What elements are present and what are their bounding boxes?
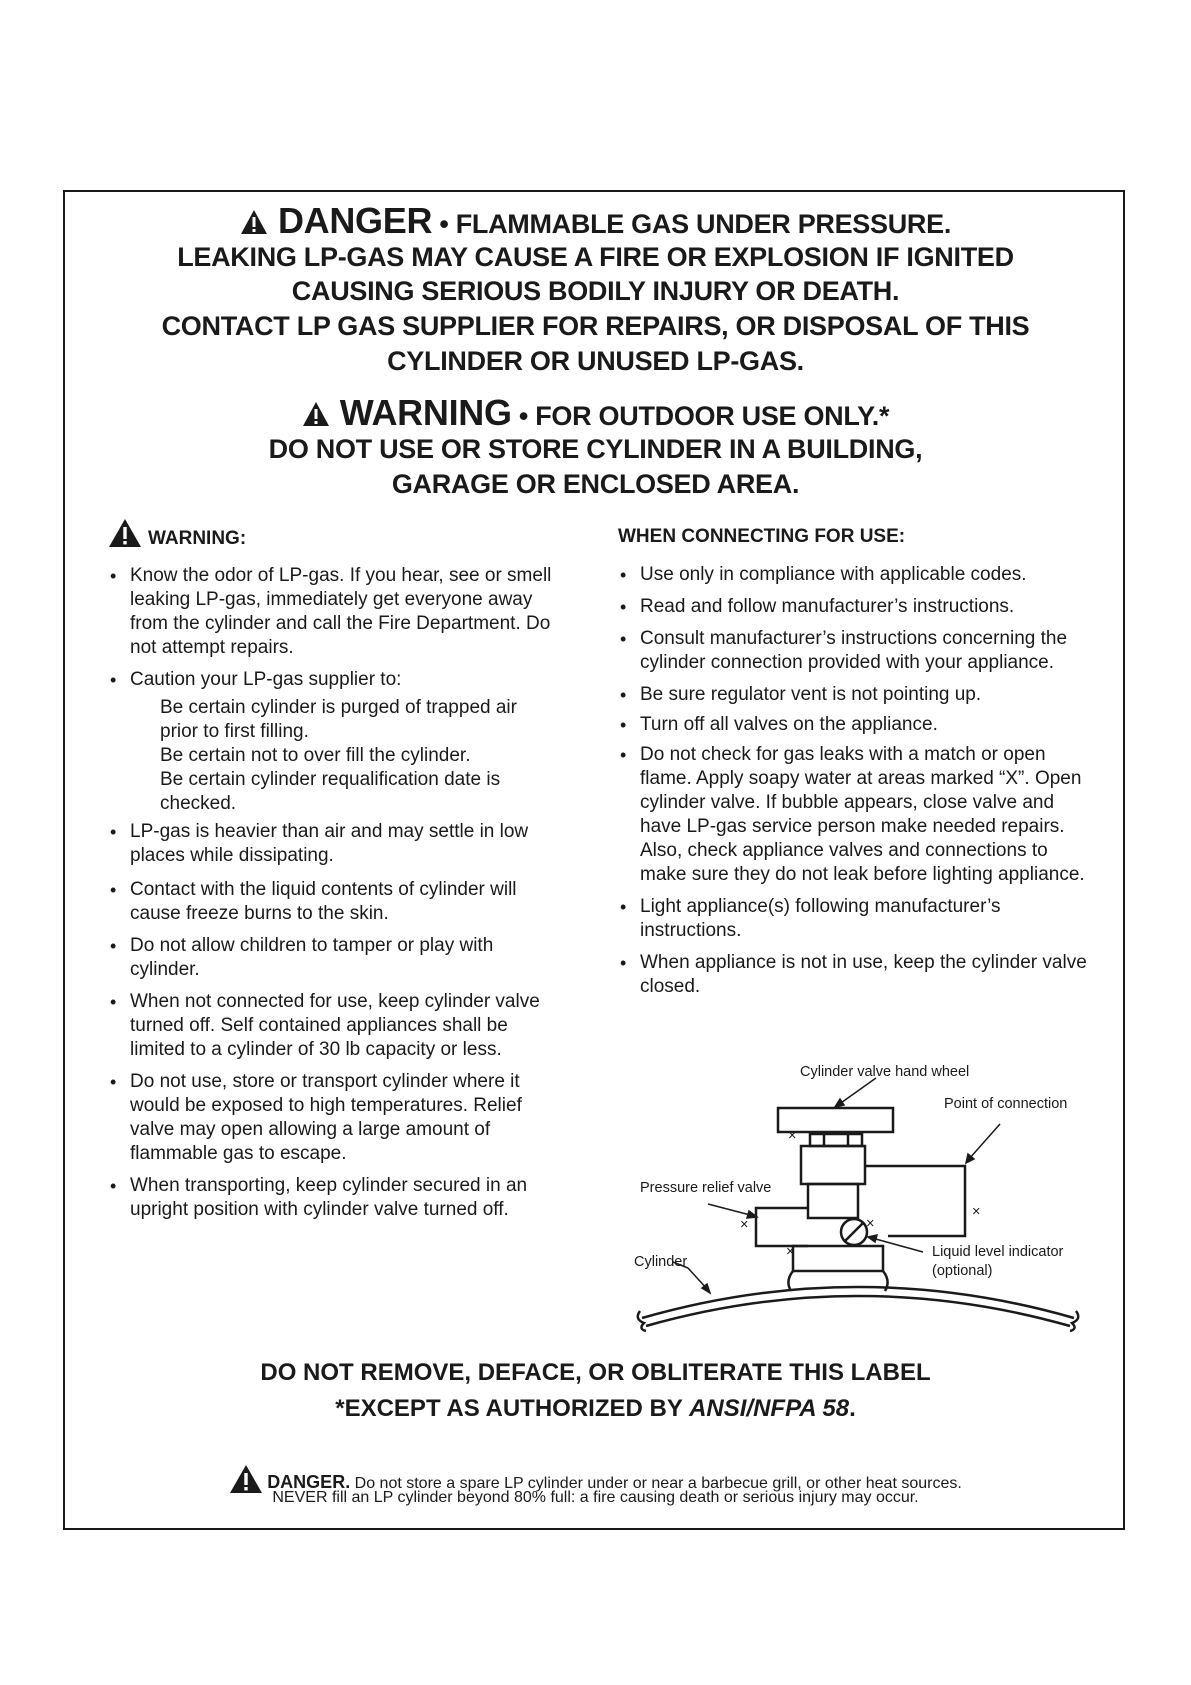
footer-line-2-prefix: *EXCEPT AS AUTHORIZED BY — [335, 1395, 690, 1422]
label-connection: Point of connection — [944, 1096, 1068, 1112]
warning-word: WARNING — [339, 392, 512, 433]
footer-line-1: DO NOT REMOVE, DEFACE, OR OBLITERATE THIS LABEL — [260, 1359, 931, 1386]
valve-stem — [810, 1134, 862, 1146]
danger-headline — [0, 200, 1191, 242]
list-item: • When transporting, keep cylinder secured in an upright position with cylinder valve turned off. — [108, 1174, 558, 1222]
list-item: • LP-gas is heavier than air and may settle in low places while dissipating. — [108, 820, 558, 868]
footer-line-2-standard: ANSI/NFPA 58 — [689, 1395, 850, 1422]
danger-subtitle: • FLAMMABLE GAS UNDER PRESSURE. — [439, 209, 952, 239]
leak-mark: × — [786, 1244, 795, 1260]
list-item: • Know the odor of LP-gas. If you hear, see or smell leaking LP-gas, immediately get everyone away from the cylinder and call the Fire Department. Do not attempt repairs. — [108, 564, 558, 660]
list-item: • Read and follow manufacturer’s instructions. — [618, 595, 1088, 619]
warning-line-2: GARAGE OR ENCLOSED AREA. — [391, 469, 800, 499]
left-heading — [108, 518, 246, 550]
list-item: • Be sure regulator vent is not pointing up. — [618, 683, 1088, 707]
footer-danger-text: Do not store a spare LP cylinder under or near a barbecue grill, or other heat sources. — [350, 1475, 962, 1492]
valve-body-lower — [808, 1184, 858, 1218]
danger-line-3: CONTACT LP GAS SUPPLIER FOR REPAIRS, OR DISPOSAL OF THIS — [161, 311, 1030, 341]
warning-triangle-icon — [108, 518, 142, 548]
relief-valve — [756, 1208, 808, 1246]
cylinder-break-right — [1070, 1311, 1078, 1331]
list-item: • Do not allow children to tamper or play with cylinder. — [108, 934, 558, 982]
leak-mark: × — [788, 1128, 797, 1144]
warning-line-1: DO NOT USE OR STORE CYLINDER IN A BUILDING, — [268, 434, 923, 464]
footer-line-2-suffix: . — [849, 1395, 856, 1422]
warning-headline — [0, 392, 1191, 434]
warning-triangle-icon — [302, 401, 330, 427]
connection-outlet — [865, 1166, 965, 1236]
valve-collar — [793, 1246, 883, 1271]
warning-subtitle: • FOR OUTDOOR USE ONLY.* — [518, 401, 890, 431]
cylinder-valve-diagram — [628, 1056, 1088, 1336]
list-item: • Light appliance(s) following manufacturer’s instructions. — [618, 895, 1088, 943]
sub-item: Be certain not to over fill the cylinder. — [160, 745, 471, 766]
list-item-text: Caution your LP-gas supplier to: — [130, 669, 402, 690]
footer-line-2 — [0, 1395, 1191, 1423]
sub-item: Be certain cylinder requalification date is checked. — [160, 769, 501, 814]
list-item — [108, 668, 558, 816]
right-heading: WHEN CONNECTING FOR USE: — [618, 526, 906, 547]
cylinder-break-left — [638, 1311, 646, 1331]
footer-danger-word: DANGER. — [267, 1472, 351, 1492]
label-cylinder: Cylinder — [634, 1254, 688, 1270]
leak-mark: × — [866, 1216, 875, 1232]
list-item: • Turn off all valves on the appliance. — [618, 713, 1088, 737]
label-liquid-level: Liquid level indicator — [932, 1244, 1064, 1260]
list-item: • Consult manufacturer’s instructions concerning the cylinder connection provided with your appliance. — [618, 627, 1088, 675]
danger-word: DANGER — [277, 200, 433, 241]
label-relief-valve: Pressure relief valve — [640, 1180, 772, 1196]
danger-line-2: CAUSING SERIOUS BODILY INJURY OR DEATH. — [291, 276, 900, 306]
danger-line-4: CYLINDER OR UNUSED LP-GAS. — [387, 346, 804, 376]
list-item: • Do not check for gas leaks with a match or open flame. Apply soapy water at areas marked “X”. Open cylinder valve. If bubble appears, close valve and have LP-gas service person make needed repairs. Also, check appliance valves and connections to make sure they do not leak before lighting appliance. — [618, 743, 1088, 887]
list-item: • When not connected for use, keep cylinder valve turned off. Self contained appliances shall be limited to a cylinder of 30 lb capacity or less. — [108, 990, 558, 1062]
leak-mark: × — [740, 1217, 749, 1233]
left-warning-list — [108, 564, 558, 1222]
label-hand-wheel: Cylinder valve hand wheel — [800, 1064, 970, 1080]
list-item: • Use only in compliance with applicable codes. — [618, 563, 1088, 587]
leak-mark: × — [972, 1204, 981, 1220]
valve-body-upper — [801, 1146, 865, 1184]
list-item: • Contact with the liquid contents of cylinder will cause freeze burns to the skin. — [108, 878, 558, 926]
warning-triangle-icon — [240, 209, 268, 235]
danger-line-1: LEAKING LP-GAS MAY CAUSE A FIRE OR EXPLOSION IF IGNITED — [177, 242, 1014, 272]
footer-danger-line-2: NEVER fill an LP cylinder beyond 80% full: a fire causing death or serious injury may occur. — [272, 1489, 919, 1506]
sub-item: Be certain cylinder is purged of trapped air prior to first filling. — [160, 697, 517, 742]
list-item: • When appliance is not in use, keep the cylinder valve closed. — [618, 951, 1088, 999]
list-item: • Do not use, store or transport cylinder where it would be exposed to high temperatures. Relief valve may open allowing a large amount of flammable gas to escape. — [108, 1070, 558, 1166]
left-heading-text: WARNING: — [148, 528, 247, 549]
right-connect-list — [618, 563, 1088, 999]
label-liquid-level-optional: (optional) — [932, 1263, 993, 1279]
